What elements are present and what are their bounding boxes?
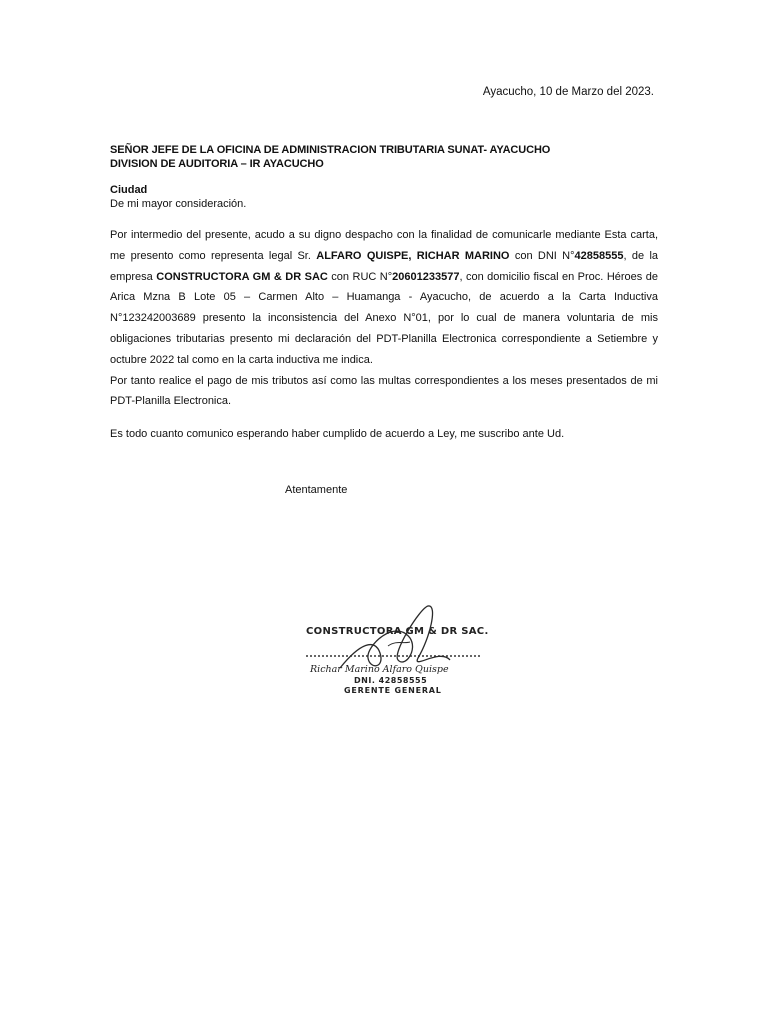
dni-number: 42858555 xyxy=(574,249,624,262)
body-paragraph-1: Por intermedio del presente, acudo a su digno despacho con la finalidad de comunicarle mediante Esta carta, me presento como representa legal Sr. ALFARO QUISPE, RICHAR MARINO con DNI N°42858555, de la empresa CONSTRUCTORA GM & DR SAC con RUC N°20601233577, con domicilio fiscal en Proc. Héroes de Arica Mzna B Lote 05 – Carmen Alto – Huamanga - Ayacucho, de acuerdo a la Carta Inductiva N°123242003689 presento la inconsistencia del Anexo N°01, por lo cual de manera voluntaria de mis obligaciones tributarias presento mi declaración del PDT-Planilla Electronica correspondiente a Setiembre y octubre 2022 tal como en la carta inductiva me indica. xyxy=(110,229,659,366)
closing-sentence: Es todo cuanto comunico esperando haber cumplido de acuerdo a Ley, me suscribo ante Ud. xyxy=(110,428,565,440)
city-label: Ciudad xyxy=(110,184,148,196)
addressee-line-1: SEÑOR JEFE DE LA OFICINA DE ADMINISTRACION TRIBUTARIA SUNAT- AYACUCHO xyxy=(110,144,551,156)
signature-stamp xyxy=(300,598,500,708)
stamp-role: GERENTE GENERAL xyxy=(344,686,442,695)
stamp-signer-name: Richar Marino Alfaro Quispe xyxy=(310,664,449,675)
ruc-number: 20601233577 xyxy=(392,270,460,283)
representative-name: ALFARO QUISPE, RICHAR MARINO xyxy=(316,249,510,262)
letter-date: Ayacucho, 10 de Marzo del 2023. xyxy=(482,86,654,98)
addressee-block xyxy=(110,143,550,171)
company-name: CONSTRUCTORA GM & DR SAC xyxy=(156,270,328,283)
stamp-dni: DNI. 42858555 xyxy=(354,676,428,685)
stamp-company: CONSTRUCTORA GM & DR SAC. xyxy=(306,626,489,637)
letter-body xyxy=(110,225,658,412)
greeting: De mi mayor consideración. xyxy=(110,198,247,210)
body-paragraph-2: Por tanto realice el pago de mis tributos así como las multas correspondientes a los meses presentados de mi PDT-Planilla Electronica. xyxy=(110,374,658,408)
signoff: Atentamente xyxy=(285,484,348,496)
addressee-line-2: DIVISION DE AUDITORIA – IR AYACUCHO xyxy=(110,158,324,170)
